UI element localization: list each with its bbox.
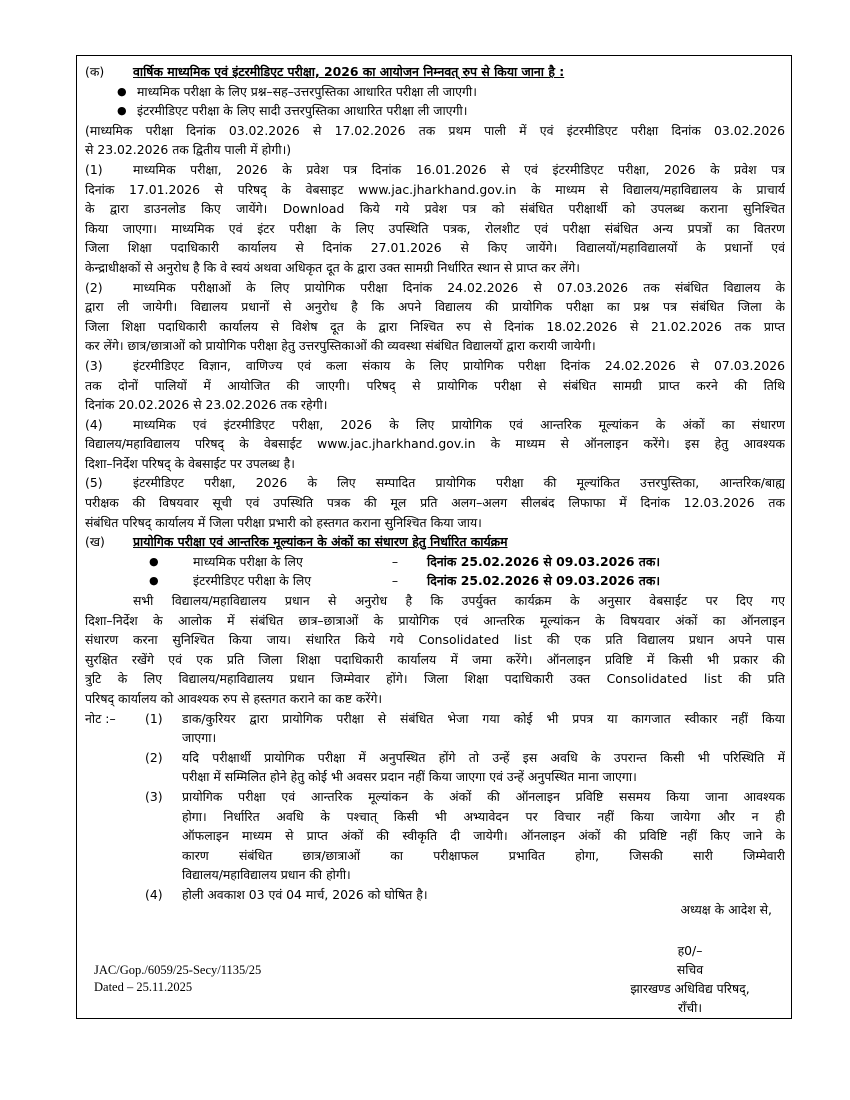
bullet-text: इंटरमीडिएट परीक्षा के लिए सादी उत्तरपुस्तिका आधारित परीक्षा ली जाएगी।	[137, 103, 468, 119]
designation: सचिव	[676, 962, 704, 977]
section-kh-header	[85, 532, 785, 552]
section-k-tag: (क)	[85, 64, 105, 79]
point-number: (4)	[85, 416, 103, 432]
section-k-heading: वार्षिक माध्यमिक एवं इंटरमीडिएट परीक्षा, 2026 का आयोजन निम्नवत् रुप से किया जाना है :	[133, 64, 565, 79]
note-text: कारण संबंधित छात्र/छात्राओं का परीक्षाफल प्रभावित होगा, जिसकी सारी जिम्मेवारी	[182, 847, 785, 863]
office-city: राँची।	[677, 1000, 703, 1015]
order-line: अध्यक्ष के आदेश से,	[680, 902, 772, 917]
point-text: जिला शिक्षा पदाधिकारी कार्यालय से विशेष दूत के द्वारा निश्चित रुप से दिनांक 18.02.2026 से 21.02.2026 तक प्राप्त	[85, 318, 785, 334]
point-text: दिनांक 17.01.2026 से परिषद् के वेबसाइट www.jac.jharkhand.gov.in के माध्यम से विद्यालय/महाविद्यालय के प्राचार्य	[85, 181, 785, 197]
point-3-first-line	[85, 356, 785, 376]
signed-mark: ह0/–	[677, 943, 703, 958]
schedule-dates: दिनांक 25.02.2026 से 09.03.2026 तक।	[427, 573, 661, 589]
point-text: विद्यालय/महाविद्यालय परिषद् के वेबसाईट www.jac.jharkhand.gov.in के माध्यम से ऑनलाइन करेंगे। इस हेतु आवश्यक	[85, 436, 785, 452]
note-item	[85, 748, 785, 768]
note-label: नोट :–	[85, 710, 116, 726]
note-item	[85, 709, 785, 729]
para-text: सुरक्षित रखेंगे एवं एक प्रति जिला शिक्षा पदाधिकारी कार्यालय में जमा करेंगे। ऑनलाइन प्रविष्टि में किसी भी प्रकार की	[85, 651, 785, 667]
point-text: माध्यमिक एवं इंटरमीडिएट परीक्षा, 2026 के लिए प्रायोगिक एवं आन्तरिक मूल्यांकन के अंकों का संधारण	[133, 416, 785, 432]
bullet-icon: ●	[149, 554, 159, 568]
point-text: माध्यमिक परीक्षाओं के लिए प्रायोगिक परीक्षा दिनांक 24.02.2026 से 07.03.2026 तक संबंधित विद्यालय के	[133, 279, 785, 295]
point-2-first-line	[85, 278, 785, 298]
schedule-dash: –	[391, 553, 399, 569]
point-text: द्वारा ली जायेगी। विद्यालय प्रधानों से अनुरोध है कि अपने विद्यालय की प्रायोगिक परीक्षा का प्रश्न पत्र संबंधित जिला के	[85, 299, 785, 315]
point-text: दिनांक 20.02.2026 से 23.02.2026 तक रहेगी।	[85, 397, 328, 413]
point-text: संबंधित परिषद् कार्यालय में जिला परीक्षा प्रभारी को हस्तगत कराना सुनिश्चित किया जाय।	[85, 514, 482, 530]
note-text: जाएगा।	[182, 730, 217, 746]
bullet-icon: ●	[117, 104, 127, 118]
note-text: होगा। निर्धारित अवधि के पश्चात् किसी भी अभ्यावेदन पर विचार नहीं किया जायेगा और न ही	[182, 808, 785, 824]
schedule-dash: –	[391, 573, 399, 589]
point-text: के द्वारा डाउनलोड किए जायेंगे। Download किये गये प्रवेश पत्र को संबंधित परीक्षार्थी को उपलब्ध कराना सुनिश्चित	[85, 201, 785, 217]
shift-line: से 23.02.2026 तक द्वितीय पाली में होगी।)	[85, 142, 292, 158]
point-text: इंटरमीडिएट परीक्षा, 2026 के लिए सम्पादित प्रायोगिक परीक्षा की मूल्यांकित उत्तरपुस्तिका, आन्तरिक/बाह्य	[133, 475, 785, 491]
bullet-item	[85, 82, 785, 102]
point-text: किया जाएगा। माध्यमिक एवं इंटर परीक्षा के लिए उपस्थिति पत्रक, रोलशीट एवं परीक्षा संबंधित अन्य प्रपत्रों का वितरण	[85, 220, 785, 236]
section-kh-heading: प्रायोगिक परीक्षा एवं आन्तरिक मूल्यांकन के अंकों का संधारण हेतु निर्धारित कार्यक्रम	[133, 534, 508, 550]
bullet-icon: ●	[149, 574, 159, 588]
point-text: केन्द्राधीक्षकों से अनुरोध है कि वे स्वयं अथवा अधिकृत दूत के द्वारा उक्त सामग्री निर्धारित स्थान से प्राप्त कर लेंगे।	[85, 259, 580, 275]
note-item	[85, 787, 785, 807]
schedule-row	[85, 571, 785, 591]
note-number: (1)	[145, 710, 163, 726]
bullet-item	[85, 101, 785, 121]
point-number: (2)	[85, 279, 103, 295]
point-number: (3)	[85, 357, 103, 373]
section-k-header	[85, 62, 785, 82]
note-number: (4)	[145, 886, 163, 902]
note-text: होली अवकाश 03 एवं 04 मार्च, 2026 को घोषित है।	[182, 886, 428, 902]
schedule-label: इंटरमीडिएट परीक्षा के लिए	[193, 573, 312, 589]
schedule-label: माध्यमिक परीक्षा के लिए	[193, 553, 303, 569]
letter-date: Dated – 25.11.2025	[94, 980, 193, 994]
point-1-first-line	[85, 160, 785, 180]
point-text: इंटरमीडिएट विज्ञान, वाणिज्य एवं कला संकाय के लिए प्रायोगिक परीक्षा दिनांक 24.02.2026 से 07.03.2026	[133, 357, 785, 373]
bullet-text: माध्यमिक परीक्षा के लिए प्रश्न–सह–उत्तरपुस्तिका आधारित परीक्षा ली जाएगी।	[137, 83, 477, 99]
signature-block	[600, 900, 780, 1017]
note-text: प्रायोगिक परीक्षा एवं आन्तरिक मूल्यांकन के अंकों की ऑनलाइन प्रविष्टि ससमय किया जाना आवश्यक	[182, 788, 785, 804]
note-number: (2)	[145, 749, 163, 765]
para-text: संधारण करना सुनिश्चित किया जाय। संधारित किये गये Consolidated list की एक प्रति विद्यालय प्रधान अपने पास	[85, 632, 785, 648]
point-4-first-line	[85, 415, 785, 435]
point-text: कर लेंगे। छात्र/छात्राओं को प्रायोगिक परीक्षा हेतु उत्तरपुस्तिकाओं की व्यवस्था संबंधित विद्यालयों द्वारा करायी जायेगी।	[85, 338, 596, 354]
point-number: (5)	[85, 475, 103, 491]
para-text: परिषद् कार्यालय को आवश्यक रुप से हस्तगत कराने का कष्ट करेंगे।	[85, 691, 383, 706]
schedule-dates: दिनांक 25.02.2026 से 09.03.2026 तक।	[427, 553, 661, 569]
para-text: दिशा–निर्देश के आलोक में संबंधित छात्र–छात्राओं के प्रायोगिक एवं आन्तरिक मूल्यांकन के विषयवार अंकों का ऑनलाइन	[85, 612, 785, 628]
point-text: परीक्षक की विषयवार सूची एवं उपस्थिति पत्रक की मूल प्रति अलग–अलग सीलबंद लिफाफा में दिनांक 12.03.2026 तक	[85, 495, 785, 511]
note-text: विद्यालय/महाविद्यालय प्रधान की होगी।	[182, 867, 351, 883]
note-text: परीक्षा में सम्मिलित होने हेतु कोई भी अवसर प्रदान नहीं किया जाएगा एवं उन्हें अनुपस्थित माना जाएगा।	[182, 769, 637, 785]
point-5-first-line	[85, 473, 785, 493]
note-text: ऑफलाइन माध्यम से प्राप्त अंकों की स्वीकृति दी जायेगी। ऑनलाइन अंकों की प्रविष्टि नहीं किए जाने के	[182, 828, 785, 844]
para-text: सभी विद्यालय/महाविद्यालय प्रधान से अनुरोध है कि उपर्युक्त कार्यक्रम के अनुसार वेबसाईट पर दिए गए	[133, 593, 785, 609]
bullet-icon: ●	[117, 84, 127, 98]
office-name: झारखण्ड अधिविद्य परिषद्,	[630, 981, 750, 996]
note-text: यदि परीक्षार्थी प्रायोगिक परीक्षा में अनुपस्थित होंगे तो उन्हें इस अवधि के उपरान्त किसी भी परिस्थिति में	[182, 749, 785, 765]
note-number: (3)	[145, 788, 163, 804]
point-text: दिशा–निर्देश परिषद् के वेबसाईट पर उपलब्ध है।	[85, 455, 295, 471]
point-text: तक दोनों पालियों में आयोजित की जाएगी। परिषद् से प्रायोगिक परीक्षा से संबंधित सामग्री प्राप्त करने की तिथि	[85, 377, 785, 393]
point-text: जिला शिक्षा पदाधिकारी कार्यालय से दिनांक 27.01.2026 से किए जायेंगे। विद्यालयों/महाविद्यालयों के प्रधानों एवं	[85, 240, 785, 256]
reference-block	[94, 962, 261, 996]
shift-line: (माध्यमिक परीक्षा दिनांक 03.02.2026 से 17.02.2026 तक प्रथम पाली में एवं इंटरमीडिएट परीक्षा दिनांक 03.02.2026	[85, 122, 785, 138]
section-kh-para-first	[85, 591, 785, 611]
point-text: माध्यमिक परीक्षा, 2026 के प्रवेश पत्र दिनांक 16.01.2026 से एवं इंटरमीडिएट परीक्षा, 2026 के प्रवेश पत्र	[133, 161, 785, 177]
document-body	[85, 62, 785, 905]
para-text: त्रुटि के लिए विद्यालय/महाविद्यालय प्रधान जिम्मेवार होंगे। जिला शिक्षा पदाधिकारी उक्त Consolidated list की प्रति	[85, 671, 785, 687]
letter-number: JAC/Gop./6059/25-Secy/1135/25	[94, 963, 262, 977]
point-number: (1)	[85, 161, 103, 177]
note-text: डाक/कुरियर द्वारा प्रायोगिक परीक्षा से संबंधित भेजा गया कोई भी प्रपत्र या कागजात स्वीकार नहीं किया	[182, 710, 785, 726]
schedule-row	[85, 552, 785, 572]
section-kh-tag: (ख)	[85, 534, 105, 550]
